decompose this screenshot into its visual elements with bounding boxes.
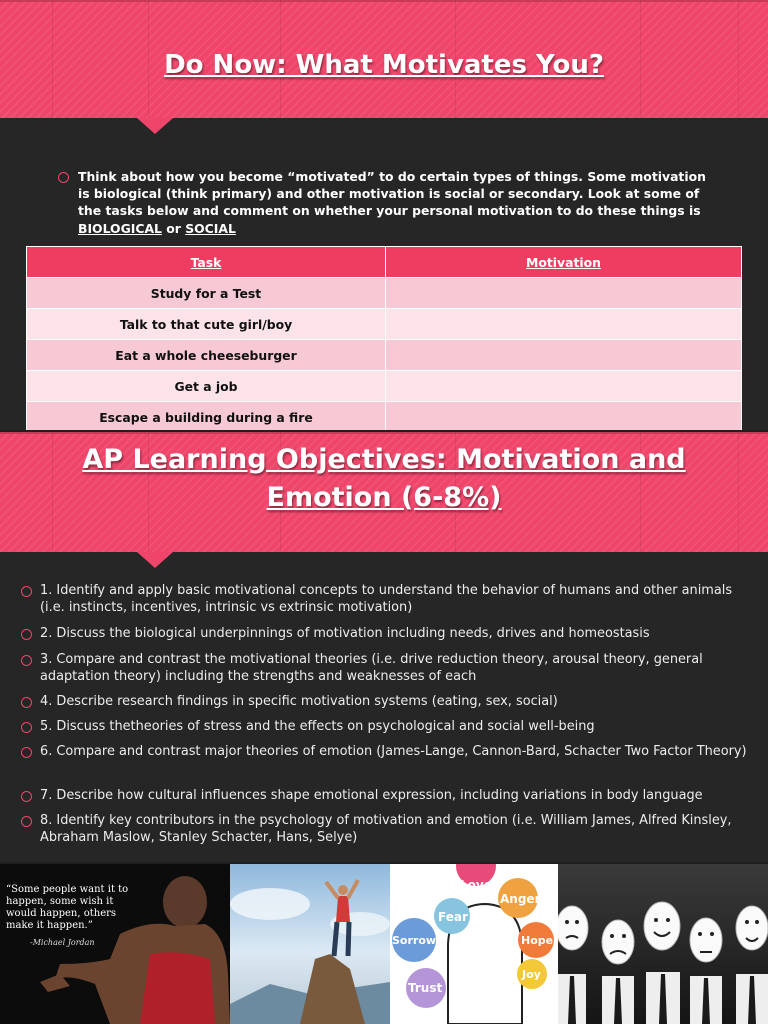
objective-item: 2. Discuss the biological underpinnings of motivation including needs, drives and homeostasis: [40, 625, 760, 642]
emotion-anger: Anger: [500, 892, 541, 906]
task-cell: Escape a building during a fire: [27, 402, 386, 431]
objective-item: 7. Describe how cultural influences shape emotional expression, including variations in body language: [40, 787, 760, 804]
table-row: [27, 278, 742, 309]
emotion-faces-photo: [558, 864, 768, 1024]
slide-do-now: [0, 0, 768, 430]
task-cell: Study for a Test: [27, 278, 386, 309]
table-header-task: Task: [27, 247, 386, 278]
athlete-silhouette-icon: [0, 864, 230, 1024]
bullet-icon: [21, 722, 32, 733]
banner-notch: [137, 118, 173, 134]
banner-notch: [137, 552, 173, 568]
slide-objectives: [0, 432, 768, 862]
mountain-climber-icon: [230, 864, 390, 1024]
table-row: [27, 402, 742, 431]
quote-text: “Some people want it to happen, some wish it would happen, others make it happen.”: [6, 884, 129, 931]
page-title-line2: Emotion (6-8%): [266, 482, 502, 513]
jordan-quote-photo: [0, 864, 230, 1024]
bullet-icon: [21, 816, 32, 827]
emotion-joy: Joy: [522, 968, 541, 981]
objective-item: 1. Identify and apply basic motivational concepts to understand the behavior of humans and other animals (i.e. instincts, incentives, intrinsic vs extrinsic motivation): [40, 582, 760, 616]
emotion-sorrow: Sorrow: [392, 934, 437, 947]
objective-item: 6. Compare and contrast major theories of emotion (James-Lange, Cannon-Bard, Schacter Two Factor Theory): [40, 743, 760, 760]
objective-item: 5. Discuss thetheories of stress and the effects on psychological and social well-being: [40, 718, 760, 735]
motivation-cell[interactable]: [386, 402, 742, 431]
emotion-fear: Fear: [438, 910, 468, 924]
page-title: Do Now: What Motivates You?: [164, 50, 604, 80]
intro-biological: BIOLOGICAL: [78, 220, 162, 236]
bullet-icon: [21, 697, 32, 708]
bullet-icon: [21, 586, 32, 597]
bullet-icon: [21, 655, 32, 666]
objective-item: 4. Describe research findings in specific motivation systems (eating, sex, social): [40, 693, 760, 710]
bullet-icon: [58, 172, 69, 183]
emotion-hope: Hope: [521, 934, 554, 947]
table-row: [27, 371, 742, 402]
emotion-trust: Trust: [408, 981, 443, 995]
table-header-motivation: Motivation: [386, 247, 742, 278]
photo-strip: [0, 864, 768, 1024]
motivation-cell[interactable]: [386, 340, 742, 371]
table-row: [27, 340, 742, 371]
intro-text: Think about how you become “motivated” to do certain types of things. Some motivation is biological (think primary) and other motivation is social or secondary. Look at some of the tasks below and comment on whether your personal motivation to do these things is: [78, 169, 706, 219]
intro-paragraph: [78, 168, 718, 237]
emotion-love: Love: [460, 878, 492, 892]
bullet-icon: [21, 791, 32, 802]
motivation-cell[interactable]: [386, 278, 742, 309]
objective-item: 8. Identify key contributors in the psychology of motivation and emotion (i.e. William James, Alfred Kinsley, Abraham Maslow, Stanley Schacter, Hans, Selye): [40, 812, 760, 846]
table-row: [27, 309, 742, 340]
intro-or: or: [161, 220, 186, 236]
task-cell: Get a job: [27, 371, 386, 402]
bullet-icon: [21, 747, 32, 758]
bullet-icon: [21, 629, 32, 640]
quote-author: -Michael Jordan: [30, 938, 95, 947]
task-cell: Eat a whole cheeseburger: [27, 340, 386, 371]
motivation-table: [26, 246, 742, 430]
task-cell: Talk to that cute girl/boy: [27, 309, 386, 340]
mountain-success-photo: [230, 864, 390, 1024]
motivation-cell[interactable]: [386, 309, 742, 340]
emotions-diagram-photo: [390, 864, 558, 1024]
face-signs-icon: [558, 864, 768, 1024]
motivation-cell[interactable]: [386, 371, 742, 402]
page-title-line1: AP Learning Objectives: Motivation and: [82, 444, 686, 475]
objective-item: 3. Compare and contrast the motivational theories (i.e. drive reduction theory, arousal theory, general adaptation theory) including the strengths and weaknesses of each: [40, 651, 760, 685]
intro-social: SOCIAL: [185, 220, 236, 236]
